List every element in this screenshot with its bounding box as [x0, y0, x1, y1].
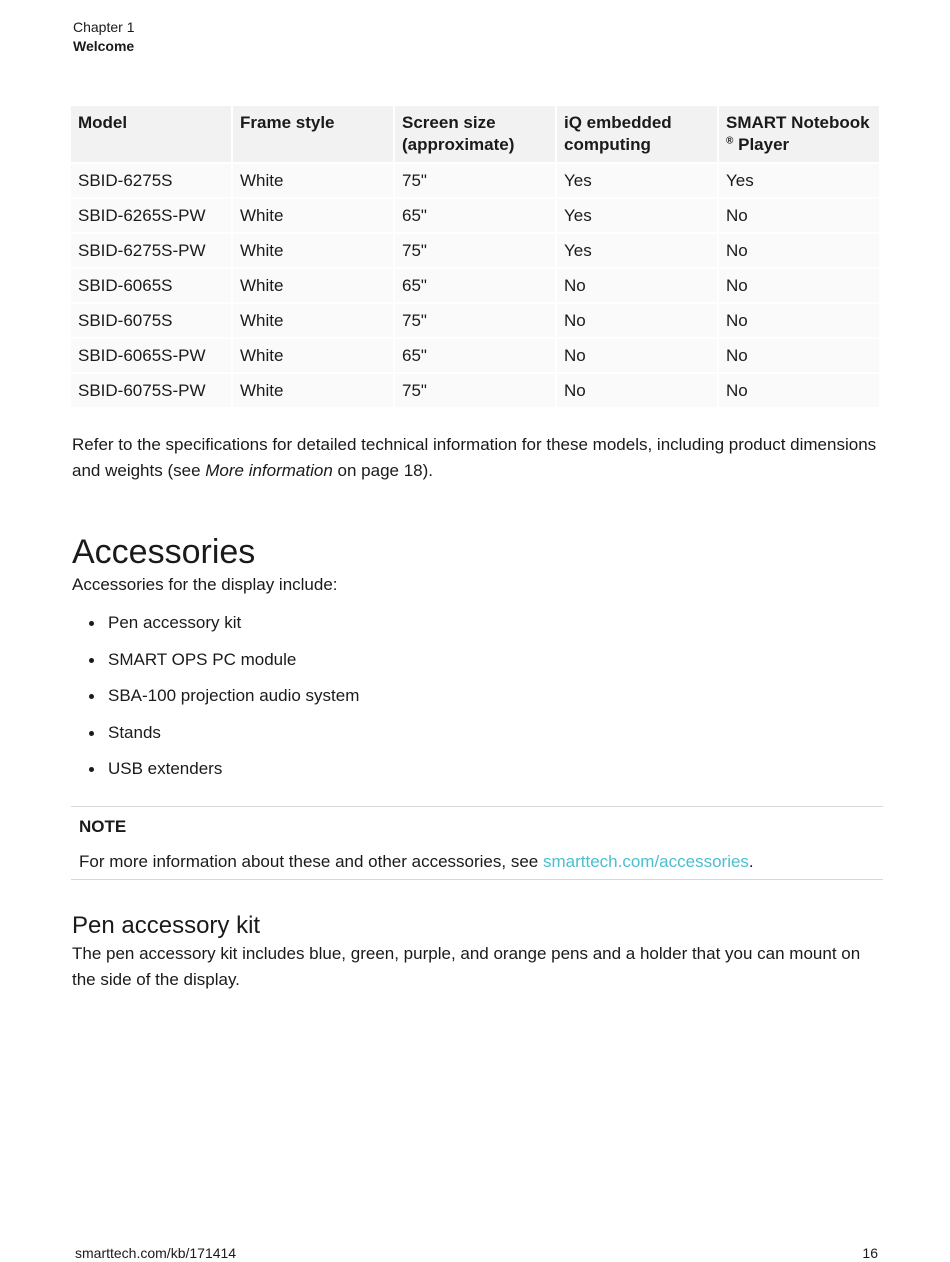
cell-notebook: No [719, 199, 879, 232]
registered-mark: ® [726, 135, 734, 147]
table-header-row [71, 106, 879, 162]
pen-kit-paragraph: The pen accessory kit includes blue, green, purple, and orange pens and a holder that you can mount on the side of the display. [72, 944, 861, 989]
column-header-frame-style: Frame style [233, 106, 393, 162]
note-text-before: For more information about these and other accessories, see [79, 852, 543, 871]
refer-text-before: Refer to the specifications for detailed technical information for these models, including product dimensions and weights (see [72, 435, 877, 480]
cell-notebook: Yes [719, 164, 879, 197]
table-row [71, 304, 879, 337]
cell-size: 65" [395, 269, 555, 302]
cell-iq: Yes [557, 234, 717, 267]
chapter-title: Welcome [73, 38, 135, 54]
list-item: USB extenders [108, 756, 359, 782]
specifications-paragraph [72, 432, 877, 484]
cell-model: SBID-6065S [71, 269, 231, 302]
column-header-notebook-player [719, 106, 879, 162]
cell-size: 65" [395, 199, 555, 232]
cell-frame: White [233, 164, 393, 197]
accessories-list [108, 610, 359, 793]
cell-size: 65" [395, 339, 555, 372]
more-information-reference: More information [205, 461, 333, 480]
cell-model: SBID-6075S-PW [71, 374, 231, 407]
cell-frame: White [233, 304, 393, 337]
page-header [73, 18, 134, 56]
column-header-iq-computing: iQ embedded computing [557, 106, 717, 162]
table-row [71, 374, 879, 407]
note-text [79, 851, 754, 873]
refer-text-after: on page 18). [332, 461, 434, 480]
note-text-after: . [748, 852, 754, 871]
list-item: SBA-100 projection audio system [108, 683, 359, 709]
cell-frame: White [233, 199, 393, 232]
cell-size: 75" [395, 234, 555, 267]
cell-model: SBID-6075S [71, 304, 231, 337]
cell-model: SBID-6065S-PW [71, 339, 231, 372]
table-row [71, 269, 879, 302]
column-header-screen-size: Screen size (approximate) [395, 106, 555, 162]
table-row [71, 164, 879, 197]
table-row [71, 234, 879, 267]
cell-model: SBID-6275S [71, 164, 231, 197]
footer-url: smarttech.com/kb/171414 [75, 1245, 237, 1261]
cell-iq: Yes [557, 164, 717, 197]
pen-kit-heading: Pen accessory kit [72, 912, 261, 939]
cell-notebook: No [719, 374, 879, 407]
cell-notebook: No [719, 304, 879, 337]
note-box [71, 806, 883, 880]
cell-notebook: No [719, 269, 879, 302]
cell-model: SBID-6265S-PW [71, 199, 231, 232]
note-title: NOTE [79, 817, 127, 836]
cell-frame: White [233, 339, 393, 372]
cell-size: 75" [395, 374, 555, 407]
cell-size: 75" [395, 304, 555, 337]
cell-frame: White [233, 234, 393, 267]
page-number: 16 [862, 1245, 878, 1261]
accessories-heading: Accessories [72, 533, 256, 571]
chapter-label: Chapter 1 [73, 19, 135, 35]
list-item: Stands [108, 720, 359, 746]
accessories-intro: Accessories for the display include: [72, 575, 338, 594]
cell-frame: White [233, 374, 393, 407]
table-row [71, 339, 879, 372]
cell-iq: No [557, 269, 717, 302]
cell-iq: Yes [557, 199, 717, 232]
cell-model: SBID-6275S-PW [71, 234, 231, 267]
cell-notebook: No [719, 339, 879, 372]
list-item: Pen accessory kit [108, 610, 359, 636]
cell-frame: White [233, 269, 393, 302]
player-label: Player [738, 135, 790, 154]
accessories-link[interactable]: smarttech.com/accessories [542, 852, 749, 871]
list-item: SMART OPS PC module [108, 647, 359, 673]
models-table [69, 104, 881, 409]
cell-iq: No [557, 374, 717, 407]
cell-iq: No [557, 304, 717, 337]
cell-size: 75" [395, 164, 555, 197]
cell-iq: No [557, 339, 717, 372]
column-header-model: Model [71, 106, 231, 162]
notebook-label: SMART Notebook [726, 113, 870, 132]
cell-notebook: No [719, 234, 879, 267]
table-row [71, 199, 879, 232]
